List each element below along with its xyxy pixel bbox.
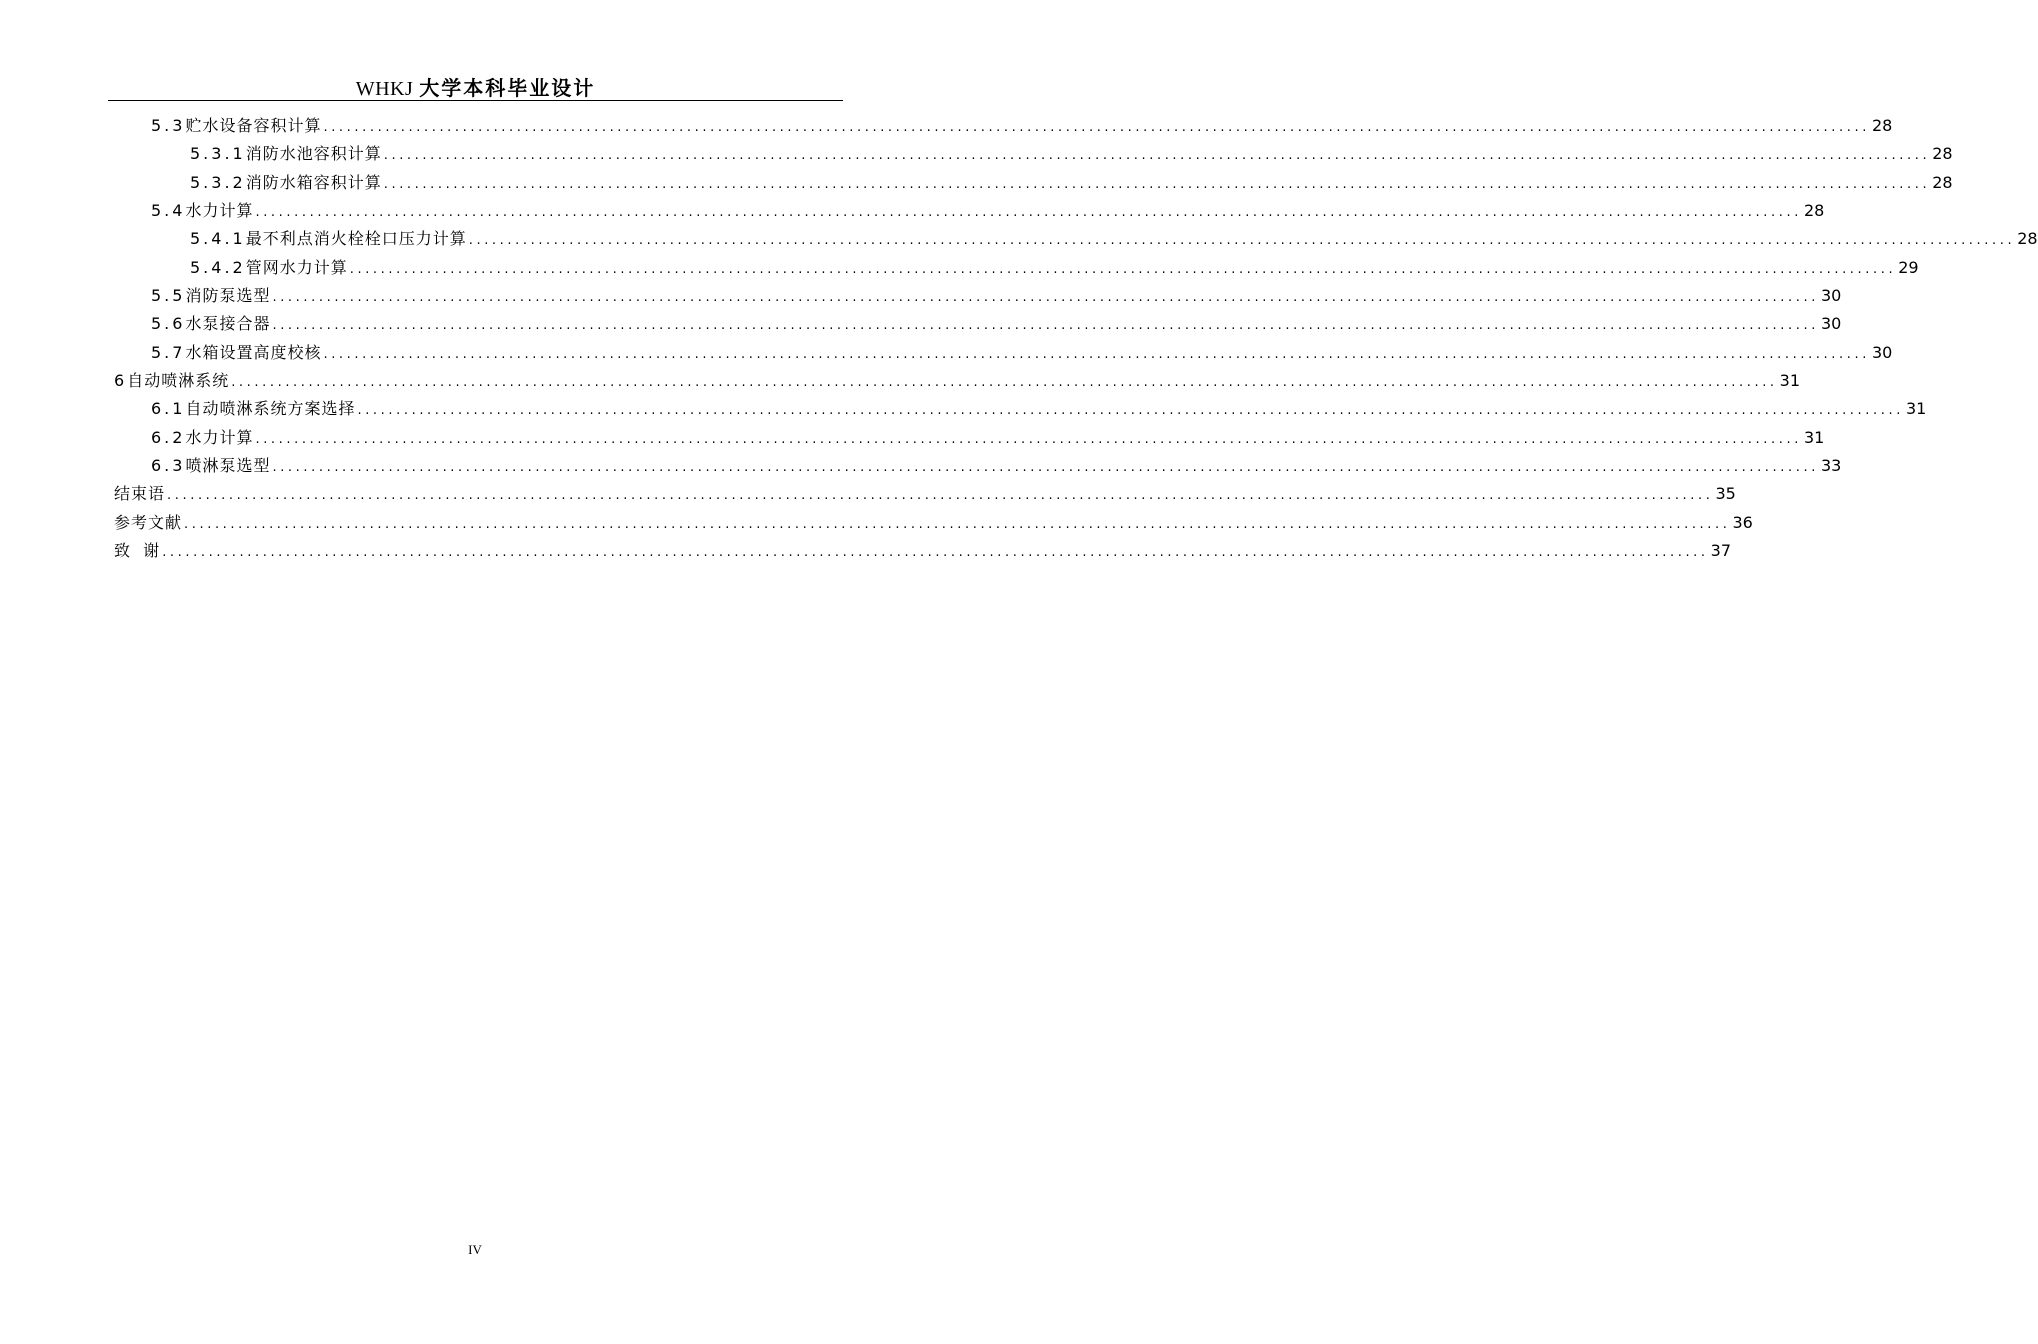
toc-entry-title: 贮水设备容积计算 [185, 116, 322, 135]
toc-entry[interactable] [114, 367, 1801, 395]
toc-entry-page: 31 [1803, 428, 1825, 447]
toc-entry-number: 5.3.1 [190, 144, 246, 163]
toc-entry-title: 致 谢 [114, 541, 161, 560]
toc-entry-page: 30 [1820, 314, 1842, 333]
toc-entry-page: 30 [1871, 343, 1893, 362]
toc-entry-number: 6.2 [151, 428, 186, 447]
toc-entry-page: 29 [1898, 258, 1919, 277]
toc-entry-title: 结束语 [114, 484, 166, 503]
toc-dot-leader: ........................................................................................................................................................................................................ [383, 177, 1931, 192]
toc-entry[interactable] [151, 197, 1825, 225]
toc-entry[interactable] [151, 339, 1893, 367]
toc-entry-number: 5.4.1 [190, 229, 246, 248]
toc-dot-leader: ........................................................................................................................................................................................................ [184, 517, 1731, 532]
page-number: IV [468, 1242, 482, 1257]
toc-entry[interactable] [151, 395, 1927, 423]
toc-entry-title: 管网水力计算 [245, 258, 348, 277]
toc-entry-page: 30 [1820, 286, 1842, 305]
toc-dot-leader: ........................................................................................................................................................................................................ [468, 233, 2016, 248]
toc-entry-title: 消防水箱容积计算 [245, 173, 382, 192]
toc-entry[interactable] [190, 169, 1953, 197]
toc-entry-title: 消防泵选型 [185, 286, 271, 305]
toc-dot-leader: ........................................................................................................................................................................................................ [255, 205, 1802, 220]
toc-entry-title: 水力计算 [185, 201, 254, 220]
toc-entry-page: 31 [1779, 371, 1801, 390]
toc-dot-leader: ........................................................................................................................................................................................................ [167, 488, 1714, 503]
toc-entry-page: 36 [1732, 513, 1753, 532]
toc-entry[interactable] [114, 480, 1736, 508]
header-title: 大学本科毕业设计 [419, 76, 596, 100]
header-rule [108, 100, 843, 101]
toc-entry-number: 6.1 [151, 399, 186, 418]
toc-entry-number: 5.3 [151, 116, 186, 135]
toc-entry-page: 28 [1871, 116, 1893, 135]
toc-entry-title: 自动喷淋系统 [127, 371, 230, 390]
toc-entry-number: 5.7 [151, 343, 186, 362]
toc-entry[interactable] [151, 452, 1842, 480]
toc-entry-page: 33 [1820, 456, 1842, 475]
toc-entry[interactable] [190, 254, 1919, 282]
toc-entry[interactable] [151, 112, 1893, 140]
toc-entry[interactable] [190, 225, 2038, 253]
toc-entry[interactable] [114, 509, 1753, 537]
toc-entry-page: 37 [1710, 541, 1732, 560]
toc-entry[interactable] [151, 282, 1842, 310]
toc-dot-leader: ........................................................................................................................................................................................................ [272, 318, 1819, 333]
page-header [108, 74, 843, 103]
toc-entry-number: 5.4 [151, 201, 186, 220]
toc-entry[interactable] [190, 140, 1953, 168]
toc-dot-leader: ........................................................................................................................................................................................................ [383, 148, 1931, 163]
toc-entry-page: 28 [1803, 201, 1825, 220]
toc-entry[interactable] [114, 537, 1732, 565]
toc-dot-leader: ........................................................................................................................................................................................................ [272, 290, 1819, 305]
toc-dot-leader: ........................................................................................................................................................................................................ [231, 375, 1778, 390]
toc-entry-title: 消防水池容积计算 [245, 144, 382, 163]
toc-entry-number: 5.4.2 [190, 258, 246, 277]
toc-entry-number: 5.6 [151, 314, 186, 333]
toc-dot-leader: ........................................................................................................................................................................................................ [162, 545, 1709, 560]
header-school-code: WHKJ [355, 78, 414, 100]
toc-entry-page: 28 [1932, 173, 1953, 192]
toc-entry-title: 自动喷淋系统方案选择 [185, 399, 356, 418]
toc-entry-page: 35 [1715, 484, 1736, 503]
toc-entry-title: 喷淋泵选型 [185, 456, 271, 475]
toc-dot-leader: ........................................................................................................................................................................................................ [349, 262, 1897, 277]
toc-entry-number: 6.3 [151, 456, 186, 475]
toc-dot-leader: ........................................................................................................................................................................................................ [357, 403, 1904, 418]
toc-entry[interactable] [151, 310, 1842, 338]
toc-dot-leader: ........................................................................................................................................................................................................ [323, 347, 1870, 362]
toc-entry-number: 5.3.2 [190, 173, 246, 192]
toc-entry-page: 31 [1905, 399, 1927, 418]
toc-entry-title: 最不利点消火栓栓口压力计算 [245, 229, 467, 248]
toc-entry-page: 28 [1932, 144, 1953, 163]
toc-dot-leader: ........................................................................................................................................................................................................ [272, 460, 1819, 475]
toc-entry-title: 水泵接合器 [185, 314, 271, 333]
toc-entry-number: 5.5 [151, 286, 186, 305]
toc-dot-leader: ........................................................................................................................................................................................................ [255, 432, 1802, 447]
toc-entry[interactable] [151, 424, 1825, 452]
toc-dot-leader: ........................................................................................................................................................................................................ [323, 120, 1870, 135]
toc-entry-number: 6 [114, 371, 128, 390]
toc-entry-title: 参考文献 [114, 513, 183, 532]
toc-entry-title: 水箱设置高度校核 [185, 343, 322, 362]
toc-entry-page: 28 [2017, 229, 2038, 248]
toc-entry-title: 水力计算 [185, 428, 254, 447]
